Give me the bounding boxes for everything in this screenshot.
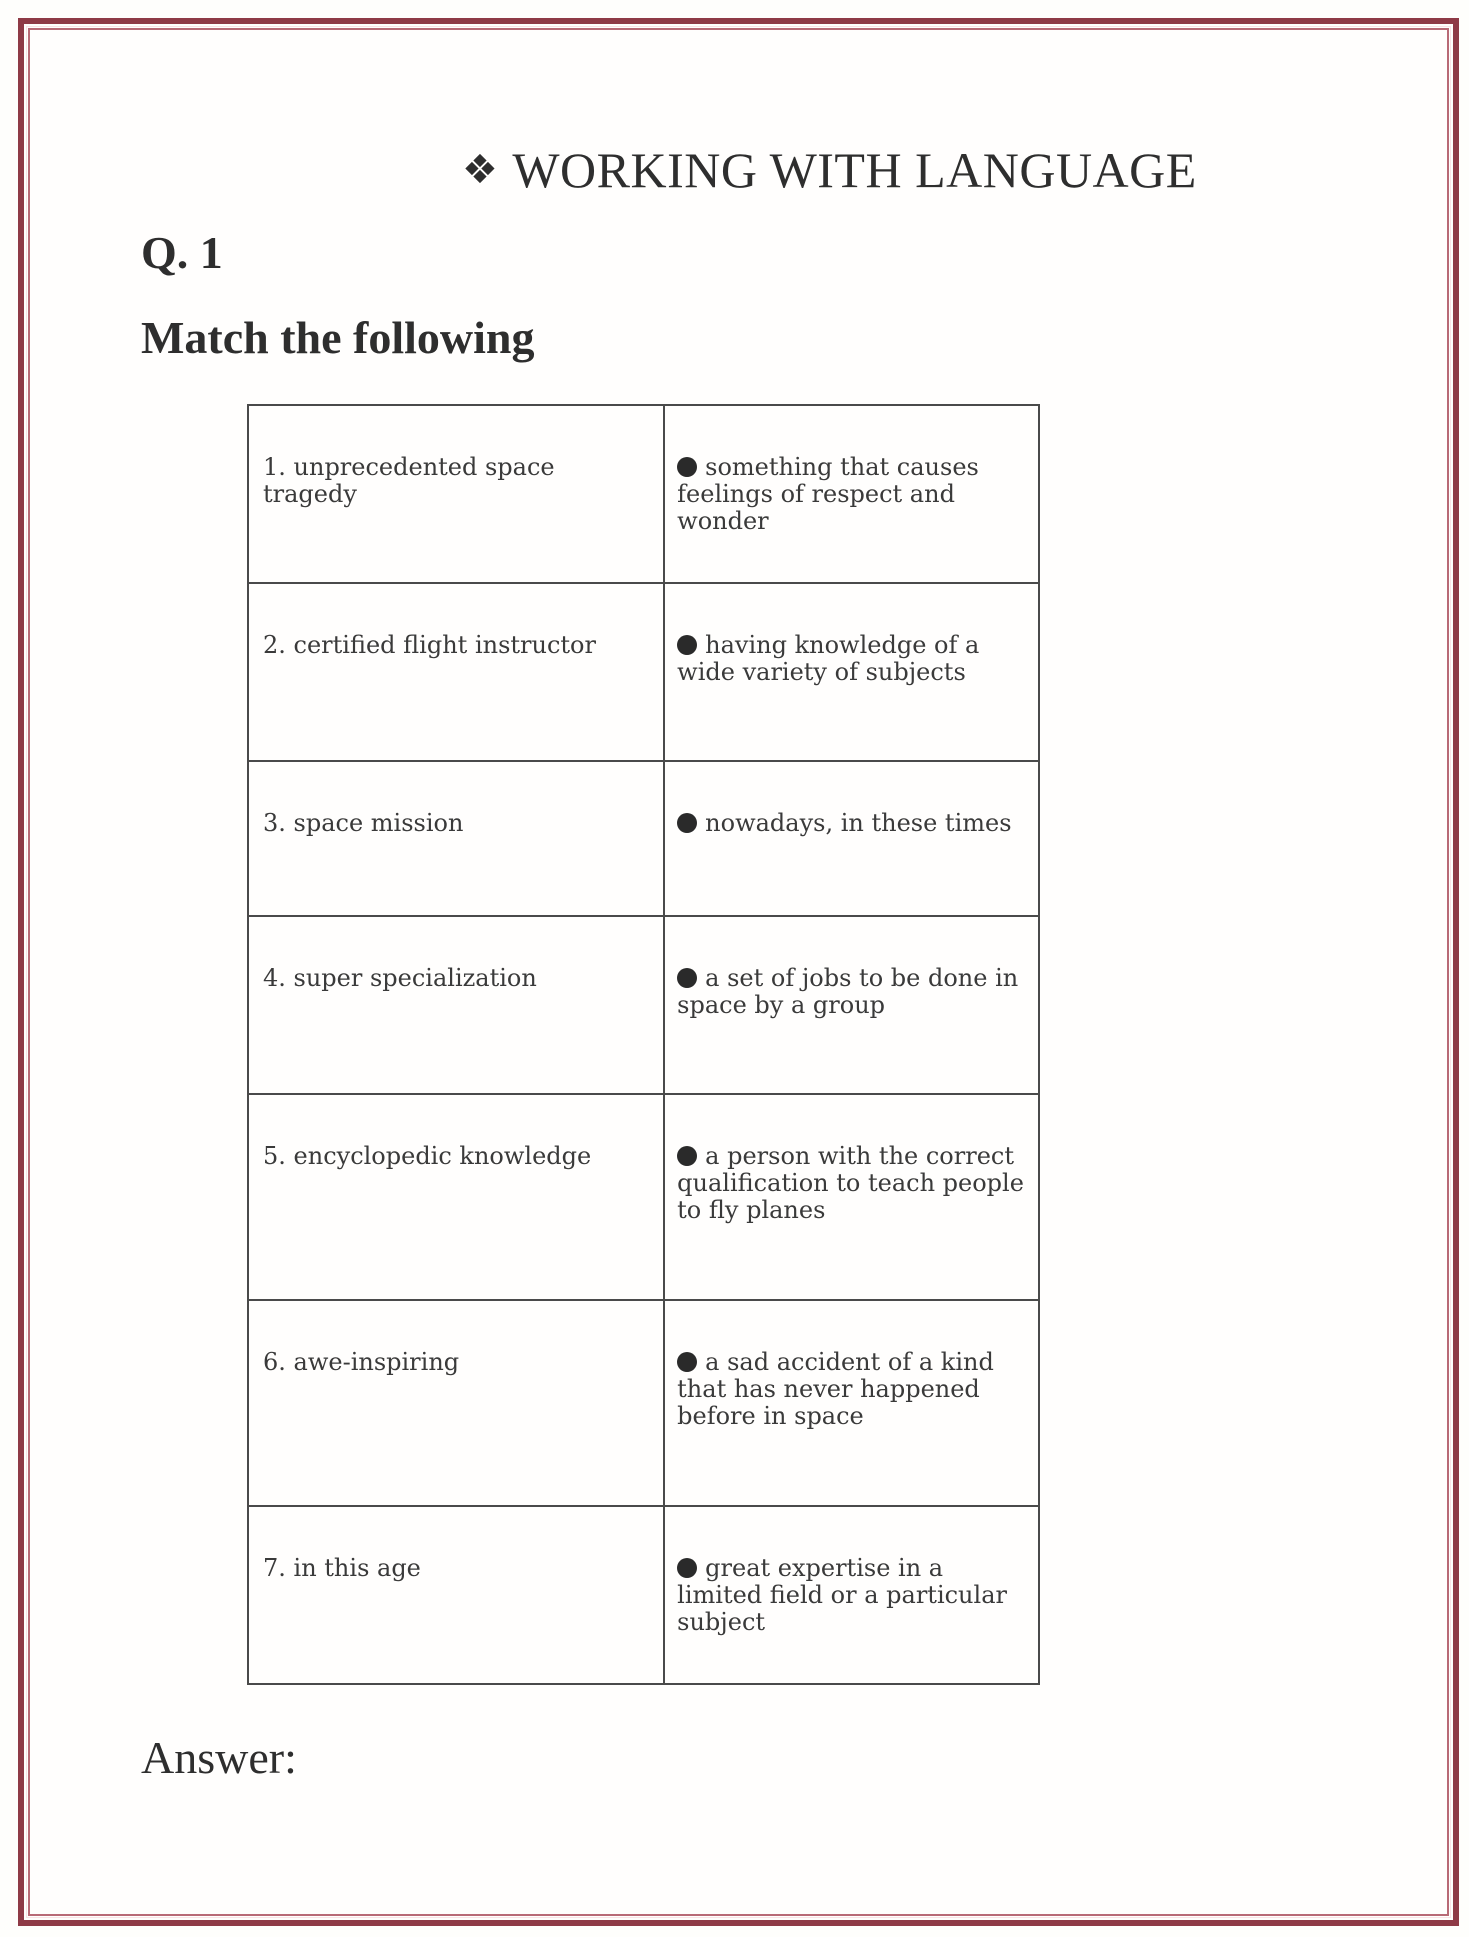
definition-cell: [664, 761, 1039, 916]
four-diamond-icon: ❖: [462, 147, 499, 193]
definition-text: a sad accident of a kind that has never happened before in space: [677, 1348, 994, 1430]
definition-text: nowadays, in these times: [705, 809, 1012, 837]
table-row: [248, 916, 1039, 1094]
term-cell: 7. in this age: [248, 1506, 664, 1684]
answer-label: Answer:: [141, 1732, 297, 1783]
match-table: [247, 404, 1040, 1685]
definition-cell: [664, 405, 1039, 583]
definition-text: a set of jobs to be done in space by a group: [677, 964, 1019, 1019]
definition-text: great expertise in a limited field or a particular subject: [677, 1554, 1007, 1636]
table-row: [248, 583, 1039, 761]
bullet-icon: [677, 1558, 697, 1578]
table-row: [248, 1506, 1039, 1684]
term-cell: 3. space mission: [248, 761, 664, 916]
definition-text: something that causes feelings of respect and wonder: [677, 453, 979, 535]
table-row: [248, 1300, 1039, 1506]
definition-cell: [664, 1300, 1039, 1506]
term-cell: 4. super specialization: [248, 916, 664, 1094]
table-row: [248, 761, 1039, 916]
term-cell: 5. encyclopedic knowledge: [248, 1094, 664, 1300]
bullet-icon: [677, 635, 697, 655]
term-cell: 6. awe-inspiring: [248, 1300, 664, 1506]
table-row: [248, 1094, 1039, 1300]
term-cell: 2. certified flight instructor: [248, 583, 664, 761]
section-title-text: WORKING WITH LANGUAGE: [512, 142, 1197, 198]
definition-text: a person with the correct qualification to teach people to fly planes: [677, 1142, 1024, 1224]
question-number: Q. 1: [141, 227, 223, 278]
bullet-icon: [677, 1352, 697, 1372]
bullet-icon: [677, 813, 697, 833]
bullet-icon: [677, 1146, 697, 1166]
bullet-icon: [677, 968, 697, 988]
definition-cell: [664, 583, 1039, 761]
definition-text: having knowledge of a wide variety of subjects: [677, 631, 980, 686]
definition-cell: [664, 1094, 1039, 1300]
question-instruction: Match the following: [141, 312, 535, 363]
bullet-icon: [677, 457, 697, 477]
term-cell: 1. unprecedented space tragedy: [248, 405, 664, 583]
table-row: [248, 405, 1039, 583]
definition-cell: [664, 1506, 1039, 1684]
definition-cell: [664, 916, 1039, 1094]
section-title: [462, 140, 1197, 200]
